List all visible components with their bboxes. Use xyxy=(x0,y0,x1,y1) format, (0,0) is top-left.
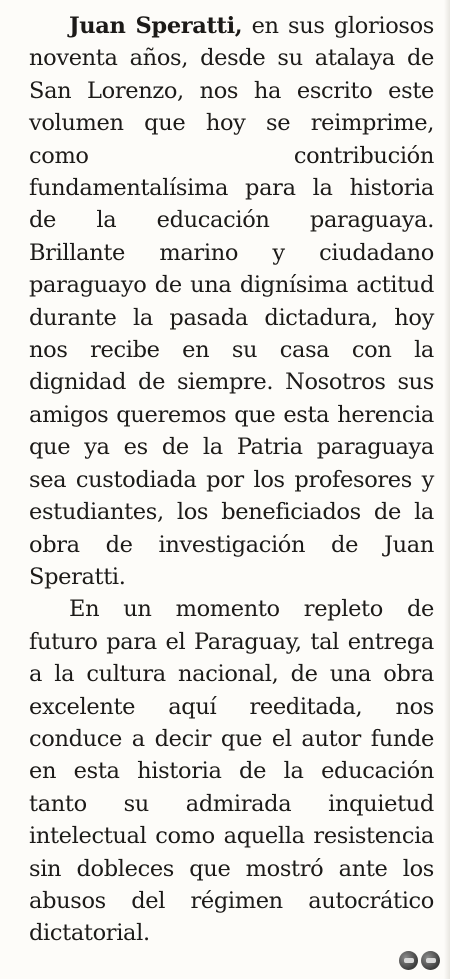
circle-ornament-icon xyxy=(421,951,440,970)
author-name: Juan Speratti, xyxy=(69,13,243,39)
page-end-ornaments xyxy=(399,951,440,970)
circle-ornament-icon xyxy=(399,951,418,970)
paragraph-1-text: en sus gloriosos noventa años, desde su atalaya de San Lorenzo, nos ha escrito este volumen que hoy se reimprime, como contribución fundamentalísima para la historia de la educación paraguaya. Brillante marino y ciudadano paraguayo de una dignísima actitud durante la pasada dictadura, hoy nos recibe en su casa con la dignidad de siempre. Nosotros sus amigos queremos que esta herencia que ya es de la Patria paraguaya sea custodiada por los profesores y estudiantes, los beneficiados de la obra de investigación de Juan Speratti. xyxy=(29,13,434,590)
paragraph-2 xyxy=(29,593,434,949)
body-text xyxy=(29,10,434,950)
paragraph-1 xyxy=(29,10,434,593)
paragraph-2-text: En un momento repleto de futuro para el Paraguay, tal entrega a la cultura nacional, de una obra excelente aquí reeditada, nos conduce a decir que el autor funde en esta historia de la educación tanto su admirada inquietud intelectual como aquella resistencia sin dobleces que mostró ante los abusos del régimen autocrático dictatorial. xyxy=(29,596,434,947)
